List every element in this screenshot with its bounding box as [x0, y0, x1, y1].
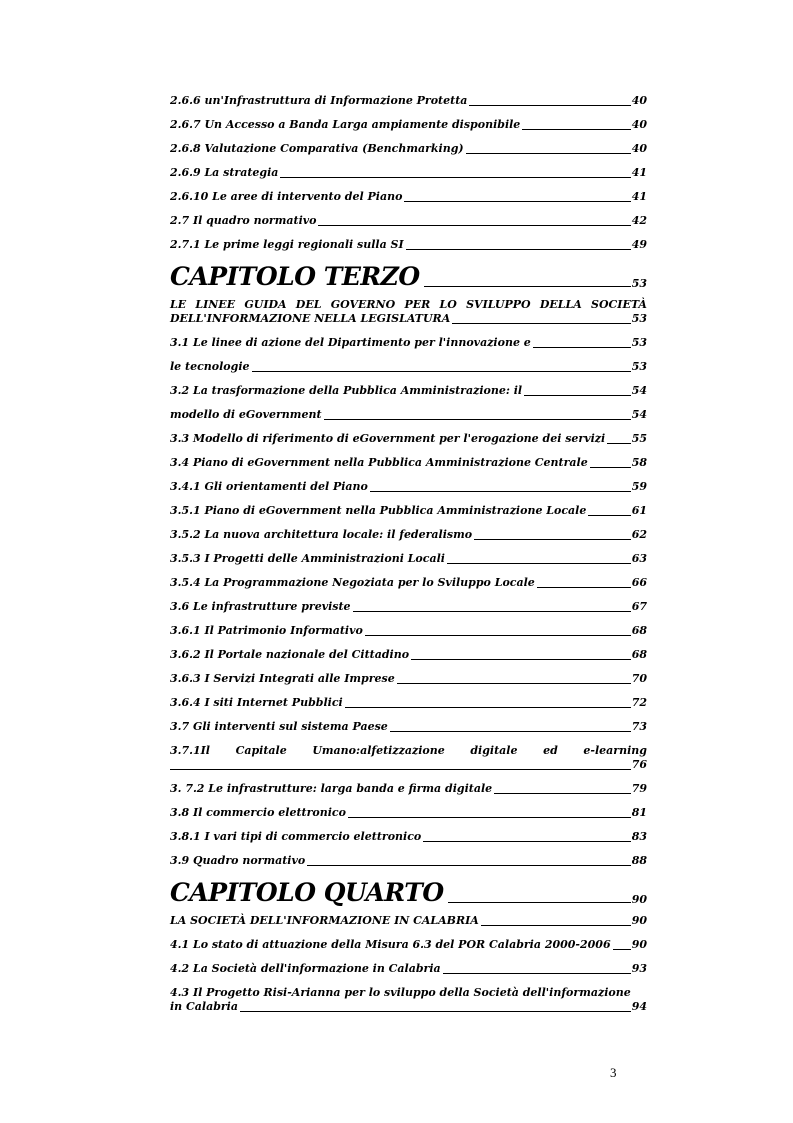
entry-title: 3.4 Piano di eGovernment nella Pubblica Amministrazione Centrale: [170, 456, 588, 469]
entry-title: 3.3 Modello di riferimento di eGovernment per l'erogazione dei servizi: [170, 432, 606, 445]
entry-word: GUIDA: [244, 298, 287, 311]
entry-word: 3.7.1Il: [170, 744, 210, 757]
dot-leader: [447, 562, 631, 564]
dot-leader: [170, 768, 631, 770]
dot-leader: [533, 346, 631, 348]
toc-entry[interactable]: [170, 696, 647, 710]
entry-title: 2.6.8 Valutazione Comparativa (Benchmarking): [170, 142, 464, 155]
toc-entry[interactable]: [170, 624, 647, 638]
dot-leader: [469, 104, 630, 106]
entry-title: 3.4.1 Gli orientamenti del Piano: [170, 480, 368, 493]
dot-leader: [452, 322, 630, 324]
toc-entry[interactable]: [170, 480, 647, 494]
dot-leader: [411, 658, 631, 660]
table-of-contents: [170, 94, 647, 1024]
entry-title: 3.6.1 Il Patrimonio Informativo: [170, 624, 363, 637]
toc-chapter-heading-4[interactable]: [170, 878, 647, 908]
entry-page: 94: [631, 1000, 647, 1013]
entry-page: 53: [631, 336, 647, 349]
entry-title: 3.6 Le infrastrutture previste: [170, 600, 351, 613]
entry-title: 2.6.6 un'Infrastruttura di Informazione Protetta: [170, 94, 468, 107]
entry-page: 62: [631, 528, 647, 541]
dot-leader: [424, 285, 631, 287]
entry-title: 2.6.9 La strategia: [170, 166, 279, 179]
dot-leader: [397, 682, 631, 684]
entry-title: 3.5.3 I Progetti delle Amministrazioni Locali: [170, 552, 445, 565]
entry-page: 66: [631, 576, 647, 589]
entry-page: 54: [631, 384, 647, 397]
entry-title: 3.5.1 Piano di eGovernment nella Pubblica Amministrazione Locale: [170, 504, 587, 517]
toc-entry-3-7-1[interactable]: [170, 744, 647, 772]
entry-page: 68: [631, 624, 647, 637]
entry-page: 58: [631, 456, 647, 469]
entry-page: 54: [631, 408, 647, 421]
entry-word: SVILUPPO: [466, 298, 531, 311]
toc-entry[interactable]: [170, 504, 647, 518]
toc-entry[interactable]: [170, 962, 647, 976]
toc-entry[interactable]: [170, 576, 647, 590]
entry-word: DELLA: [539, 298, 582, 311]
toc-entry[interactable]: [170, 672, 647, 686]
entry-title: 3.2 La trasformazione della Pubblica Amministrazione: il: [170, 384, 523, 397]
toc-entry[interactable]: [170, 648, 647, 662]
toc-entry[interactable]: [170, 336, 647, 350]
entry-page: 41: [631, 166, 647, 179]
entry-page: 63: [631, 552, 647, 565]
entry-title: 4.1 Lo stato di attuazione della Misura 6.3 del POR Calabria 2000-2006: [170, 938, 611, 951]
entry-title: modello di eGovernment: [170, 408, 322, 421]
toc-entry[interactable]: [170, 938, 647, 952]
entry-line-1: [170, 744, 647, 758]
dot-leader: [307, 864, 630, 866]
entry-page: 90: [631, 938, 647, 951]
dot-leader: [481, 924, 631, 926]
chapter-page: 90: [631, 893, 647, 906]
dot-leader: [318, 224, 630, 226]
entry-page: 72: [631, 696, 647, 709]
entry-word: e-learning: [583, 744, 647, 757]
entry-page: 68: [631, 648, 647, 661]
dot-leader: [406, 248, 631, 250]
entry-word: Umano:alfetizzazione: [312, 744, 445, 757]
entry-line-2: in Calabria: [170, 1000, 238, 1013]
entry-title: 3.5.4 La Programmazione Negoziata per lo Sviluppo Locale: [170, 576, 535, 589]
dot-leader: [365, 634, 631, 636]
toc-entry[interactable]: [170, 118, 647, 132]
entry-title: 3.9 Quadro normativo: [170, 854, 306, 867]
entry-word: SOCIETÀ: [591, 298, 647, 311]
entry-line-1: [170, 298, 647, 312]
toc-entry-4-3[interactable]: [170, 986, 647, 1014]
entry-page: 61: [631, 504, 647, 517]
dot-leader: [494, 792, 631, 794]
toc-entry[interactable]: [170, 214, 647, 228]
dot-leader: [524, 394, 631, 396]
entry-page: 70: [631, 672, 647, 685]
dot-leader: [423, 840, 630, 842]
dot-leader: [390, 730, 631, 732]
entry-title: 2.6.10 Le aree di intervento del Piano: [170, 190, 403, 203]
dot-leader: [537, 586, 631, 588]
toc-section-chapter3-end: [170, 782, 647, 868]
toc-entry[interactable]: [170, 854, 647, 868]
entry-title: 3.8 Il commercio elettronico: [170, 806, 346, 819]
entry-title: 3.5.2 La nuova architettura locale: il federalismo: [170, 528, 473, 541]
entry-word: ed: [543, 744, 558, 757]
toc-section-chapter4: [170, 914, 647, 976]
toc-entry[interactable]: [170, 94, 647, 108]
toc-entry[interactable]: [170, 600, 647, 614]
entry-word: GOVERNO: [330, 298, 396, 311]
entry-title: 3. 7.2 Le infrastrutture: larga banda e firma digitale: [170, 782, 493, 795]
entry-page: 55: [631, 432, 647, 445]
dot-leader: [613, 948, 631, 950]
entry-title: 2.6.7 Un Accesso a Banda Larga ampiamente disponibile: [170, 118, 521, 131]
dot-leader: [348, 816, 631, 818]
entry-line-1: 4.3 Il Progetto Risi-Arianna per lo sviluppo della Società dell'informazione: [170, 986, 631, 999]
entry-word: PER: [404, 298, 431, 311]
entry-page: 59: [631, 480, 647, 493]
toc-entry[interactable]: [170, 528, 647, 542]
dot-leader: [590, 466, 631, 468]
toc-entry[interactable]: [170, 456, 647, 470]
dot-leader: [474, 538, 631, 540]
dot-leader: [466, 152, 631, 154]
entry-title: le tecnologie: [170, 360, 250, 373]
entry-word: Capitale: [235, 744, 287, 757]
entry-page: 76: [631, 758, 647, 771]
entry-page: 40: [631, 118, 647, 131]
entry-word: LE: [170, 298, 187, 311]
entry-page: 49: [631, 238, 647, 251]
entry-page: 88: [631, 854, 647, 867]
entry-title: 3.7 Gli interventi sul sistema Paese: [170, 720, 388, 733]
toc-entry[interactable]: [170, 552, 647, 566]
entry-page: 40: [631, 142, 647, 155]
dot-leader: [345, 706, 631, 708]
toc-section-chapter3: [170, 336, 647, 734]
entry-word: LO: [439, 298, 457, 311]
entry-title: 4.2 La Società dell'informazione in Calabria: [170, 962, 441, 975]
toc-entry[interactable]: [170, 408, 647, 422]
entry-page: 83: [631, 830, 647, 843]
entry-page: 67: [631, 600, 647, 613]
dot-leader: [522, 128, 630, 130]
entry-page: 40: [631, 94, 647, 107]
toc-entry-ch3-intro[interactable]: [170, 298, 647, 326]
dot-leader: [280, 176, 630, 178]
toc-entry[interactable]: [170, 720, 647, 734]
toc-entry[interactable]: [170, 360, 647, 374]
toc-entry[interactable]: [170, 166, 647, 180]
entry-title: 3.1 Le linee di azione del Dipartimento per l'innovazione e: [170, 336, 531, 349]
entry-page: 41: [631, 190, 647, 203]
entry-word: DEL: [295, 298, 322, 311]
dot-leader: [443, 972, 631, 974]
entry-page: 42: [631, 214, 647, 227]
toc-entry[interactable]: [170, 432, 647, 446]
entry-title: 3.6.4 I siti Internet Pubblici: [170, 696, 343, 709]
toc-entry[interactable]: [170, 190, 647, 204]
dot-leader: [588, 514, 630, 516]
entry-page: 53: [631, 360, 647, 373]
chapter-page: 53: [631, 277, 647, 290]
entry-page: 79: [631, 782, 647, 795]
entry-page: 53: [631, 312, 647, 325]
entry-title: 3.8.1 I vari tipi di commercio elettronico: [170, 830, 422, 843]
chapter-title: CAPITOLO QUARTO: [170, 878, 444, 907]
dot-leader: [404, 200, 630, 202]
entry-page: 73: [631, 720, 647, 733]
dot-leader: [252, 370, 631, 372]
entry-title: 2.7.1 Le prime leggi regionali sulla SI: [170, 238, 404, 251]
toc-entry[interactable]: [170, 782, 647, 796]
entry-page: 90: [631, 914, 647, 927]
entry-title: LA SOCIETÀ DELL'INFORMAZIONE IN CALABRIA: [170, 914, 479, 927]
entry-title: 2.7 Il quadro normativo: [170, 214, 317, 227]
dot-leader: [324, 418, 631, 420]
entry-line-2: DELL'INFORMAZIONE NELLA LEGISLATURA: [170, 312, 451, 325]
page-number: 3: [610, 1065, 617, 1080]
dot-leader: [370, 490, 631, 492]
entry-word: LINEE: [195, 298, 236, 311]
dot-leader: [240, 1010, 631, 1012]
entry-word: digitale: [470, 744, 518, 757]
toc-entry[interactable]: [170, 914, 647, 928]
chapter-title: CAPITOLO TERZO: [170, 262, 420, 291]
toc-entry[interactable]: [170, 806, 647, 820]
entry-title: 3.6.3 I Servizi Integrati alle Imprese: [170, 672, 395, 685]
toc-entry[interactable]: [170, 830, 647, 844]
toc-entry[interactable]: [170, 142, 647, 156]
dot-leader: [448, 901, 631, 903]
entry-page: 93: [631, 962, 647, 975]
toc-entry[interactable]: [170, 384, 647, 398]
dot-leader: [607, 442, 630, 444]
toc-entry[interactable]: [170, 238, 647, 252]
entry-title: 3.6.2 Il Portale nazionale del Cittadino: [170, 648, 410, 661]
dot-leader: [353, 610, 631, 612]
toc-chapter-heading-3[interactable]: [170, 262, 647, 292]
toc-section-chapter2-tail: [170, 94, 647, 252]
entry-page: 81: [631, 806, 647, 819]
